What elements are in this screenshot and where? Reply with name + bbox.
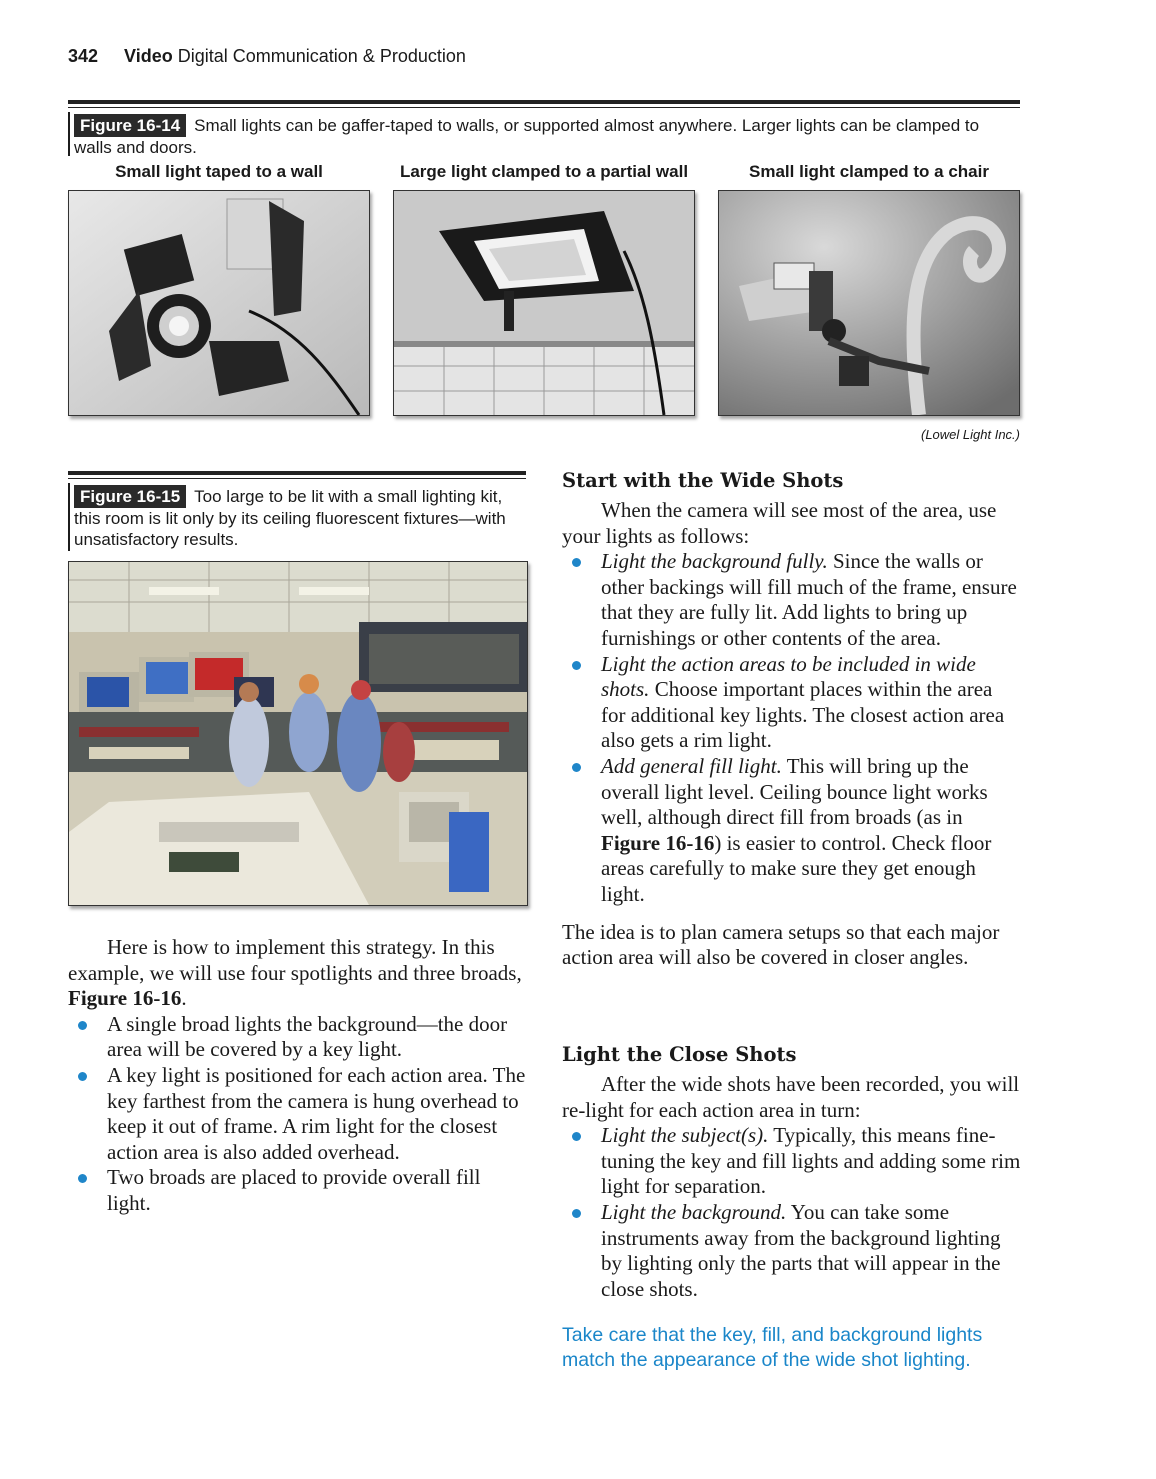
book-title-bold: Video [124,46,173,66]
bullet-text-end: ) is easier to control. Check floor areas carefully to make sure they get enough light. [601,830,992,906]
list-item [562,1123,1022,1200]
bullet-text: This will bring up the overall light level. Ceiling bounce light works well, although direct fill from broads (as in [601,753,988,830]
list-item: A key light is positioned for each action area. The key farthest from the camera is hung overhead to keep it out of frame. A rim light for the closest action area is also added overhead. [68,1063,526,1165]
wide-shots-body [562,498,1022,971]
bullet-lead: Light the action areas to be included in wide shots. [601,651,976,702]
left-intro-text: Here is how to implement this strategy. In this example, we will use four spotlights and three broads, [68,935,522,985]
figure-15-label: Figure 16-15 [74,485,186,508]
left-intro-paragraph [68,935,526,1012]
figure-15-top-rule-thin [68,478,526,479]
figure-14-label: Figure 16-14 [74,114,186,137]
list-item [562,652,1022,754]
left-bullet-list [68,1012,526,1217]
wide-shots-bullet-list [562,549,1022,907]
bullet-lead: Add general fill light. [601,753,782,778]
left-column-body [68,935,526,1217]
tip-text: Take care that the key, fill, and background lights match the appearance of the wide shot lighting. [562,1324,983,1371]
running-header [68,46,466,67]
bullet-lead: Light the background. [601,1199,787,1224]
list-item: Two broads are placed to provide overall fill light. [68,1165,526,1216]
photo-control-room [68,561,528,906]
figure-14-caption [74,114,1004,158]
close-shots-intro: After the wide shots have been recorded, you will re-light for each action area in turn: [562,1072,1020,1122]
list-item [562,754,1022,908]
bullet-text: Typically, this means fine-tuning the key and fill lights and adding some rim light for separation. [601,1123,1021,1199]
photo-credit: (Lowel Light Inc.) [921,427,1020,442]
bullet-text: Choose important places within the area for additional key lights. The closest action area also gets a rim light. [601,677,1005,753]
left-intro-end: . [181,986,187,1011]
panel-title-2: Large light clamped to a partial wall [399,162,689,181]
list-item: A single broad lights the background—the door area will be covered by a key light. [68,1012,526,1063]
figure-15-top-rule [68,471,526,475]
panel-title-3: Small light clamped to a chair [749,162,989,181]
page-number: 342 [68,46,99,66]
photo-small-light-chair [718,190,1020,416]
close-shots-heading: Light the Close Shots [562,1043,797,1066]
figure-top-rule [68,100,1020,104]
bullet-text: Since the walls or other backings will fill much of the frame, ensure that they are fully lit. Add lights to bring up furnishings or other contents of the area. [601,549,1017,650]
wide-shots-closing: The idea is to plan camera setups so that each major action area will also be covered in closer angles. [562,919,1000,970]
figure-15-caption [74,485,524,550]
caption-bar [68,112,70,156]
figure-14-caption-text: Small lights can be gaffer-taped to walls, or supported almost anywhere. Larger lights can be clamped to walls and doors. [74,116,980,157]
figure-reference: Figure 16-16 [68,986,182,1011]
figure-top-rule-thin [68,107,1020,108]
figure-15-caption-text: Too large to be lit with a small lighting kit, this room is lit only by its ceiling fluorescent fixtures—with unsatisfactory results. [74,487,506,549]
photo-small-light-wall [68,190,370,416]
wide-shots-heading: Start with the Wide Shots [562,469,844,492]
photo-large-light-wall [393,190,695,416]
book-title-rest: Digital Communication & Production [177,46,466,66]
list-item [562,1200,1022,1302]
panel-title-1: Small light taped to a wall [115,162,323,181]
bullet-lead: Light the background fully. [601,549,828,574]
close-shots-body [562,1072,1022,1302]
wide-shots-intro: When the camera will see most of the area, use your lights as follows: [562,498,997,548]
close-shots-bullet-list [562,1123,1022,1302]
figure-reference: Figure 16-16 [601,830,715,855]
caption-bar [68,483,70,551]
list-item [562,549,1022,651]
bullet-text: You can take some instruments away from the background lighting by lighting only the parts that will appear in the close shots. [601,1199,1001,1301]
bullet-lead: Light the subject(s). [601,1123,769,1148]
